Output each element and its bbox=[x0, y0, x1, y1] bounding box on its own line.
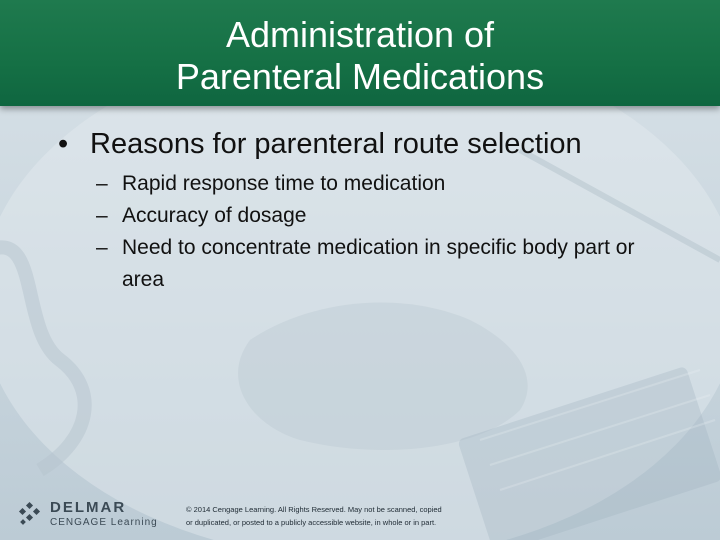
sub-bullet-marker: – bbox=[96, 236, 108, 259]
logo-text-delmar: DELMAR bbox=[50, 499, 127, 516]
logo-text-cengage: CENGAGE Learning bbox=[50, 517, 158, 528]
title-bar bbox=[0, 0, 720, 106]
copyright-line-1: © 2014 Cengage Learning. All Rights Reserved. May not be scanned, copied bbox=[186, 505, 442, 514]
sub-bullet-marker: – bbox=[96, 172, 108, 195]
slide-title-line-2: Parenteral Medications bbox=[175, 56, 545, 97]
sub-bullet-text: Accuracy of dosage bbox=[122, 204, 307, 227]
sub-bullet-text: Rapid response time to medication bbox=[122, 172, 446, 195]
sub-bullet-item bbox=[96, 200, 656, 232]
sub-bullet-item bbox=[96, 168, 656, 200]
sub-bullet-item bbox=[96, 232, 656, 296]
sub-bullet-text: Need to concentrate medication in specific body part or area bbox=[122, 236, 635, 291]
slide-title bbox=[0, 14, 720, 98]
copyright-notice bbox=[186, 503, 516, 529]
copyright-line-2: or duplicated, or posted to a publicly accessible website, in whole or in part. bbox=[186, 518, 437, 527]
publisher-logo bbox=[18, 498, 158, 532]
main-bullet bbox=[58, 126, 698, 162]
main-bullet-text: Reasons for parenteral route selection bbox=[90, 128, 582, 160]
logo-mark-icon bbox=[18, 501, 44, 527]
bullet-marker: • bbox=[58, 128, 69, 160]
sub-bullet-marker: – bbox=[96, 204, 108, 227]
slide-title-line-1: Administration of bbox=[225, 14, 495, 55]
sub-bullet-list bbox=[96, 168, 656, 296]
